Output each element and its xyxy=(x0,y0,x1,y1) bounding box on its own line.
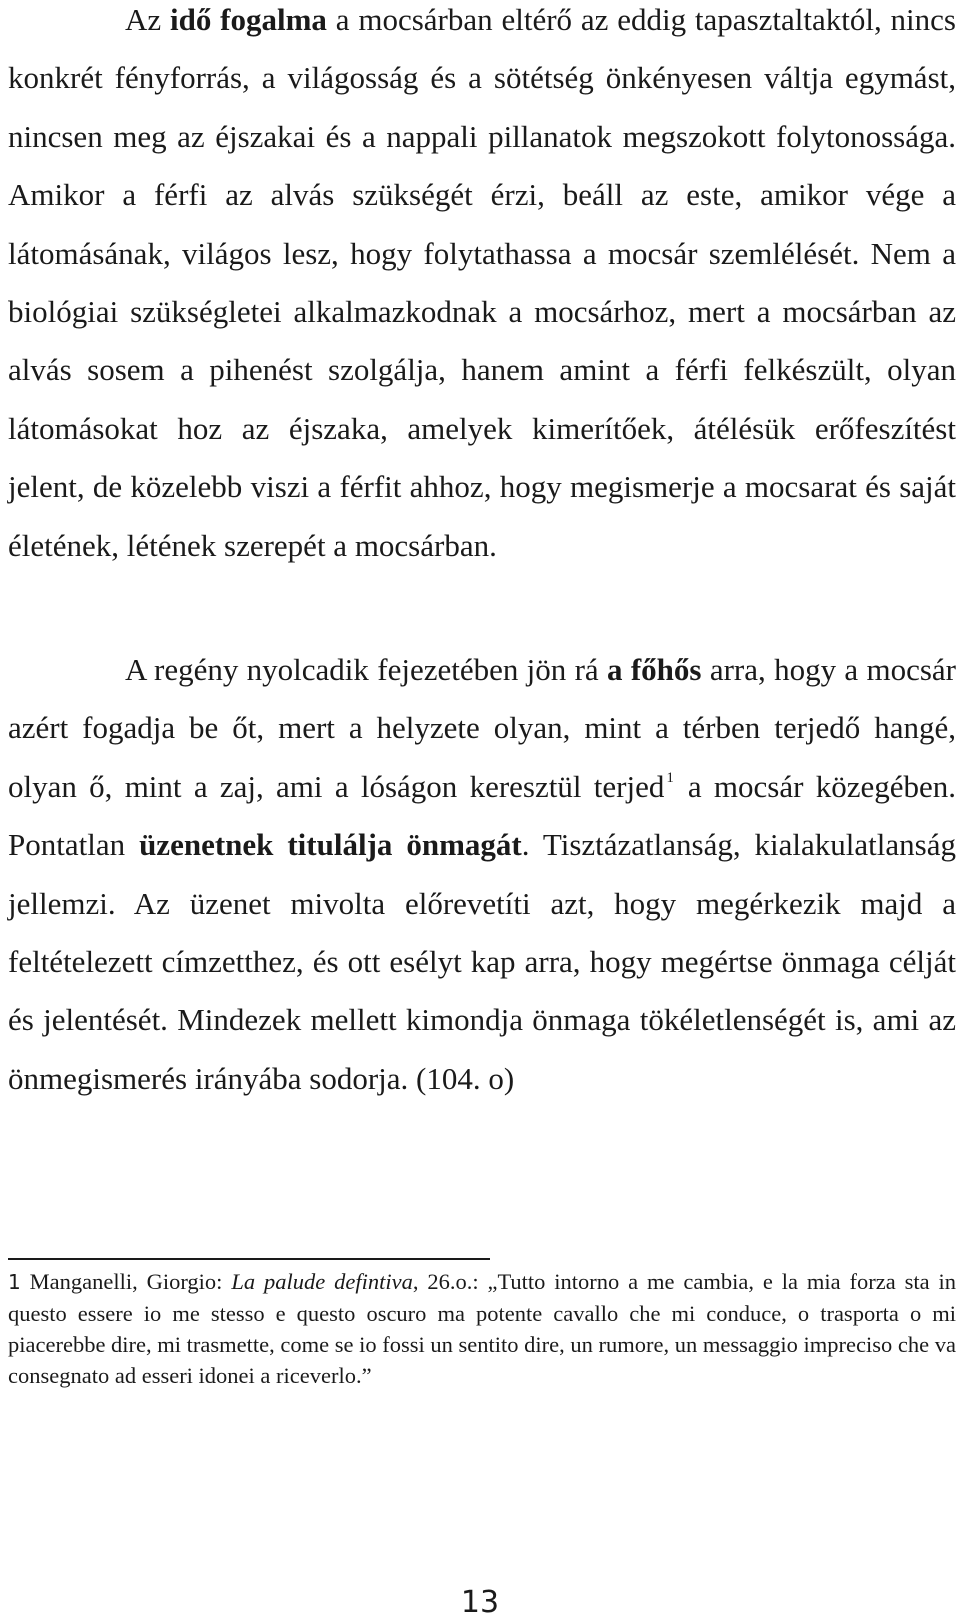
term-fohos: a főhős xyxy=(607,652,702,687)
term-uzenetnek-titulalja: üzenetnek titulálja önmagát xyxy=(139,827,522,863)
footnote-book-title: La palude defintiva xyxy=(231,1269,413,1294)
footnote-author: Manganelli, Giorgio: xyxy=(20,1269,232,1294)
footnote-reference[interactable]: 1 xyxy=(666,769,674,786)
paragraph-2-text: arra, hogy a mocsár azért fogadja be őt, mert a helyzete olyan, mint a térben terjedő hangé, olyan ő, mint a zaj, ami a lóságon keresztül terjed xyxy=(8,652,956,804)
paragraph-2-text: a mocsár közegében. Pontatlan xyxy=(8,768,956,863)
page-number: 13 xyxy=(460,1585,500,1620)
paragraph-2 xyxy=(8,641,956,1108)
paragraph-1 xyxy=(8,0,956,575)
paragraph-2-text: A regény nyolcadik fejezetében jön rá xyxy=(125,652,608,687)
paragraph-1-text: Az xyxy=(125,2,170,37)
footnote-separator xyxy=(8,1258,490,1260)
term-ido-fogalma: idő fogalma xyxy=(169,2,327,37)
paragraph-1-text: a mocsárban eltérő az eddig tapasztaltaktól, nincs konkrét fényforrás, a világosság és a sötétség önkényesen váltja egymást, nincsen meg az éjszakai és a nappali pillanatok megszokott folytonossága. Amikor a férfi az alvás szükségét érzi, beáll az este, amikor vége a látomásának, világos lesz, hogy folytathassa a mocsár szemlélését. Nem a biológiai szükségletei alkalmazkodnak a mocsárhoz, mert a mocsárban az alvás sosem a pihenést szolgálja, hanem amint a férfi felkészült, olyan látomásokat hoz az éjszaka, amelyek kimerítőek, átélésük erőfeszítést jelent, de közelebb viszi a férfit ahhoz, hogy megismerje a mocsarat és saját életének, létének szerepét a mocsárban. xyxy=(8,2,956,563)
paragraph-2-text: . Tisztázatlanság, kialakulatlanság jellemzi. Az üzenet mivolta előrevetíti azt, hogy megérkezik majd a feltételezett címzetthez, és ott esélyt kap arra, hogy megértse önmaga célját és jelentését. Mindezek mellett kimondja önmaga tökéletlenségét is, ami az önmegismerés irányába sodorja. (104. o) xyxy=(8,827,956,1096)
footnote-number: 1 xyxy=(8,1270,21,1294)
footnote-quote: , 26.o.: „Tutto intorno a me cambia, e la mia forza sta in questo essere io me stesso e questo oscuro ma potente cavallo che mi conduce, o trasporta o mi piacerebbe dire, mi trasmette, come se io fossi un sentito dire, un rumore, un messaggio impreciso che va consegnato ad esseri idonei a riceverlo.” xyxy=(8,1269,956,1388)
footnote xyxy=(8,1266,956,1391)
